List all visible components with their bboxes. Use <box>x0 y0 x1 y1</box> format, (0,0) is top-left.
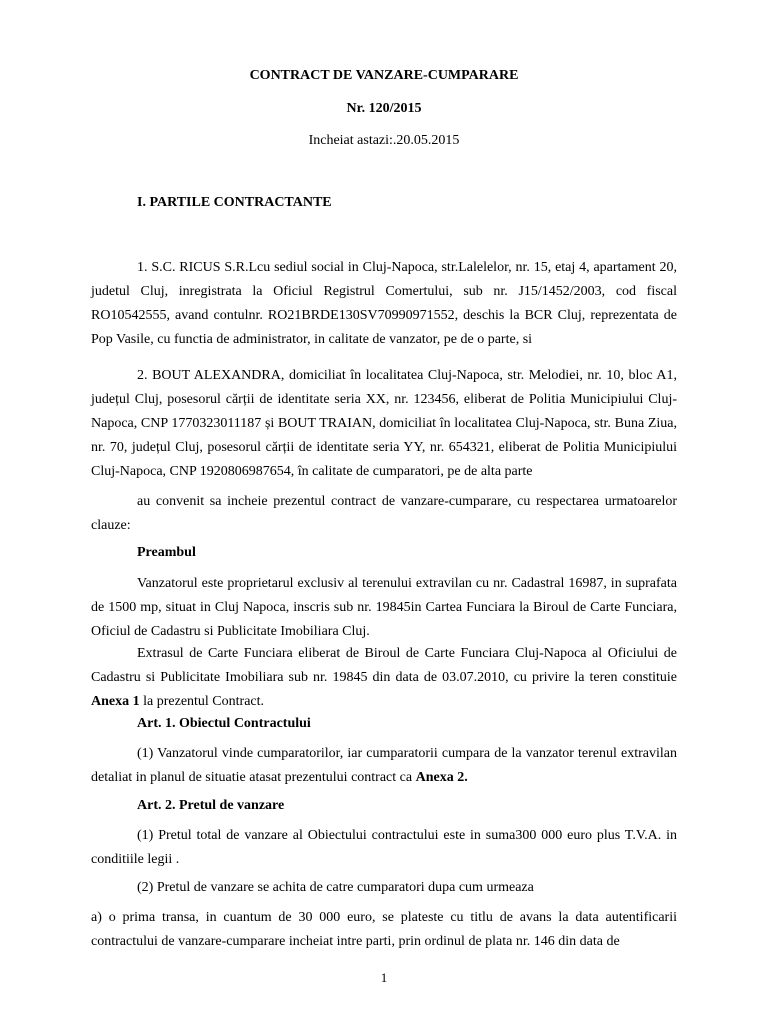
page-number: 1 <box>380 970 388 985</box>
annex-2-label: Anexa 2. <box>415 770 468 785</box>
article-2-paragraph-2: (2) Pretul de vanzare se achita de catre cumparatori dupa cum urmeaza <box>137 880 534 895</box>
annex-1-label: Anexa 1 <box>91 694 140 709</box>
contract-date: Incheiat astazi:.20.05.2015 <box>308 133 460 148</box>
preamble-paragraph-1: Vanzatorul este proprietarul exclusiv al terenului extravilan cu nr. Cadastral 16987, in suprafata de 1500 mp, situat in Cluj Napoca, inscris sub nr. 19845in Cartea Funciara la Biroul de Carte Funciara, Oficiul de Cadastru si Publicitate Imobiliara Cluj. <box>91 576 677 639</box>
party-1-paragraph: 1. S.C. RICUS S.R.Lcu sediul social in Cluj-Napoca, str.Lalelelor, nr. 15, etaj 4, apartament 20, judetul Cluj, inregistrata la Oficiul Registrul Comertului, sub nr. J15/1452/2003, cod fiscal RO10542555, avand contulnr. RO21BRDE130SV70990971552, deschis la BCR Cluj, reprezentata de Pop Vasile, cu functia de administrator, in calitate de vanzator, pe de o parte, si <box>91 260 677 347</box>
article-2-heading: Art. 2. Pretul de vanzare <box>137 798 285 813</box>
preamble-paragraph-2-tail: la prezentul Contract. <box>139 694 265 709</box>
article-1-paragraph <box>91 742 677 790</box>
party-2-paragraph: 2. BOUT ALEXANDRA, domiciliat în localitatea Cluj-Napoca, str. Melodiei, nr. 10, bloc A1, județul Cluj, posesorul cărții de identitate seria XX, nr. 123456, eliberat de Politia Municipiului Cluj-Napoca, CNP 1770323011187 și BOUT TRAIAN, domiciliat în localitatea Cluj-Napoca, str. Buna Ziua, nr. 70, județul Cluj, posesorul cărții de identitate seria YY, nr. 654321, eliberat de Politia Municipiului Cluj-Napoca, CNP 1920806987654, în calitate de cumparatori, pe de alta parte <box>91 368 677 479</box>
article-2-paragraph-1: (1) Pretul total de vanzare al Obiectului contractului este in suma300 000 euro plus T.V.A. in conditiile legii . <box>91 828 677 867</box>
article-1-heading: Art. 1. Obiectul Contractului <box>137 716 311 731</box>
section-heading-parties: I. PARTILE CONTRACTANTE <box>137 195 332 210</box>
preamble-paragraph-2 <box>91 642 677 714</box>
agreement-paragraph: au convenit sa incheie prezentul contract de vanzare-cumparare, cu respectarea urmatoarelor clauze: <box>91 494 677 533</box>
preamble-heading: Preambul <box>137 545 196 560</box>
contract-number: Nr. 120/2015 <box>346 101 422 116</box>
article-1-text: (1) Vanzatorul vinde cumparatorilor, iar cumparatorii cumpara de la vanzator terenul extravilan detaliat in planul de situatie atasat prezentului contract ca <box>91 746 677 785</box>
contract-title: CONTRACT DE VANZARE-CUMPARARE <box>249 68 519 83</box>
article-2-item-a: a) o prima transa, in cuantum de 30 000 euro, se plateste cu titlu de avans la data autentificarii contractului de vanzare-cumparare incheiat intre parti, prin ordinul de plata nr. 146 din data de <box>91 910 677 949</box>
preamble-paragraph-2-text: Extrasul de Carte Funciara eliberat de Biroul de Carte Funciara Cluj-Napoca al Oficiului de Cadastru si Publicitate Imobiliara sub nr. 19845 din data de 03.07.2010, cu privire la teren constituie <box>91 646 677 685</box>
